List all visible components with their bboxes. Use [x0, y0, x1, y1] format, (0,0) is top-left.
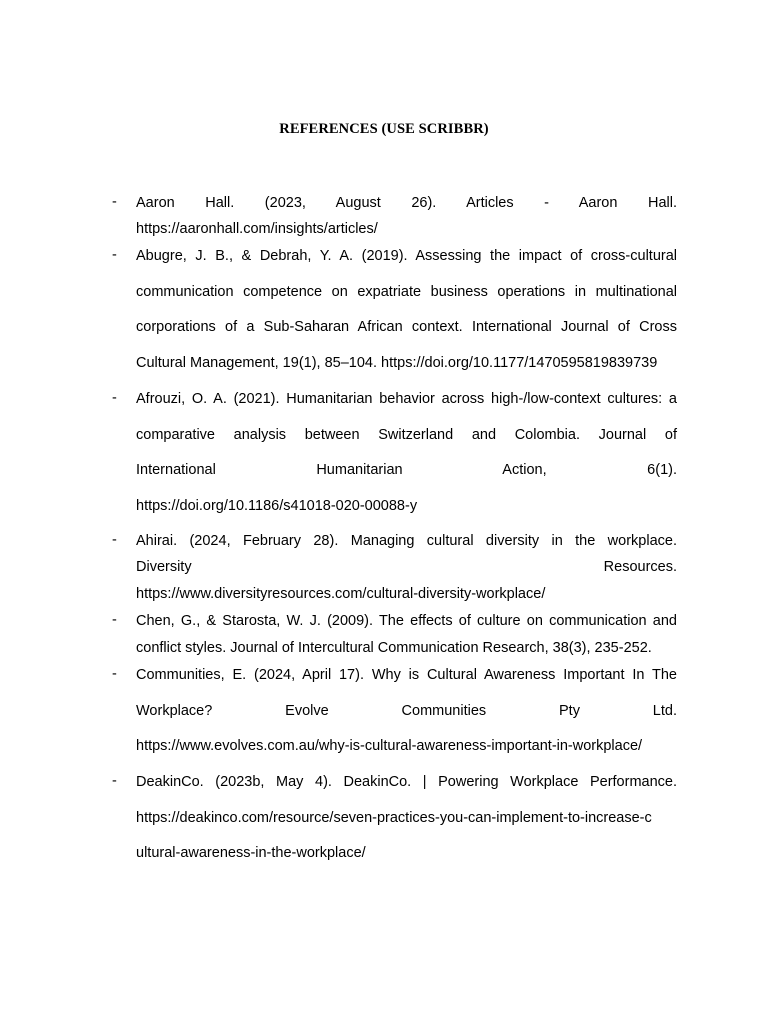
reference-line: Communities, E. (2024, April 17). Why is Cultural Awareness Important In The [136, 667, 677, 683]
reference-line: communication competence on expatriate business operations in multinational [136, 284, 677, 300]
reference-line: https://aaronhall.com/insights/articles/ [136, 221, 378, 237]
list-bullet: - [112, 532, 117, 548]
reference-line: Abugre, J. B., & Debrah, Y. A. (2019). Assessing the impact of cross-cultural [136, 248, 677, 264]
reference-line: Aaron Hall. (2023, August 26). Articles - Aaron Hall. [136, 195, 677, 211]
reference-line: Diversity Resources. [136, 559, 677, 575]
reference-line: Chen, G., & Starosta, W. J. (2009). The effects of culture on communication and [136, 613, 677, 629]
reference-line: https://deakinco.com/resource/seven-practices-you-can-implement-to-increase-c [136, 810, 652, 826]
reference-line: corporations of a Sub-Saharan African context. International Journal of Cross [136, 319, 677, 335]
reference-line: https://www.evolves.com.au/why-is-cultural-awareness-important-in-workplace/ [136, 738, 643, 754]
list-bullet: - [112, 666, 117, 682]
list-bullet: - [112, 612, 117, 628]
reference-line: https://doi.org/10.1186/s41018-020-00088-y [136, 498, 418, 514]
reference-line: International Humanitarian Action, 6(1). [136, 462, 677, 478]
reference-line: ultural-awareness-in-the-workplace/ [136, 845, 366, 861]
reference-line: Afrouzi, O. A. (2021). Humanitarian behavior across high-/low-context cultures: a [136, 391, 677, 407]
reference-line: conflict styles. Journal of Intercultural Communication Research, 38(3), 235-252. [136, 640, 652, 656]
reference-line: Cultural Management, 19(1), 85–104. https://doi.org/10.1177/1470595819839739 [136, 355, 658, 371]
list-bullet: - [112, 773, 117, 789]
list-bullet: - [112, 247, 117, 263]
page-title: REFERENCES (USE SCRIBBR) [279, 121, 489, 137]
reference-line: comparative analysis between Switzerland and Colombia. Journal of [136, 427, 677, 443]
reference-line: DeakinCo. (2023b, May 4). DeakinCo. | Powering Workplace Performance. [136, 774, 677, 790]
list-bullet: - [112, 390, 117, 406]
list-bullet: - [112, 194, 117, 210]
reference-line: Ahirai. (2024, February 28). Managing cultural diversity in the workplace. [136, 533, 677, 549]
reference-line: https://www.diversityresources.com/cultural-diversity-workplace/ [136, 586, 546, 602]
reference-line: Workplace? Evolve Communities Pty Ltd. [136, 703, 677, 719]
